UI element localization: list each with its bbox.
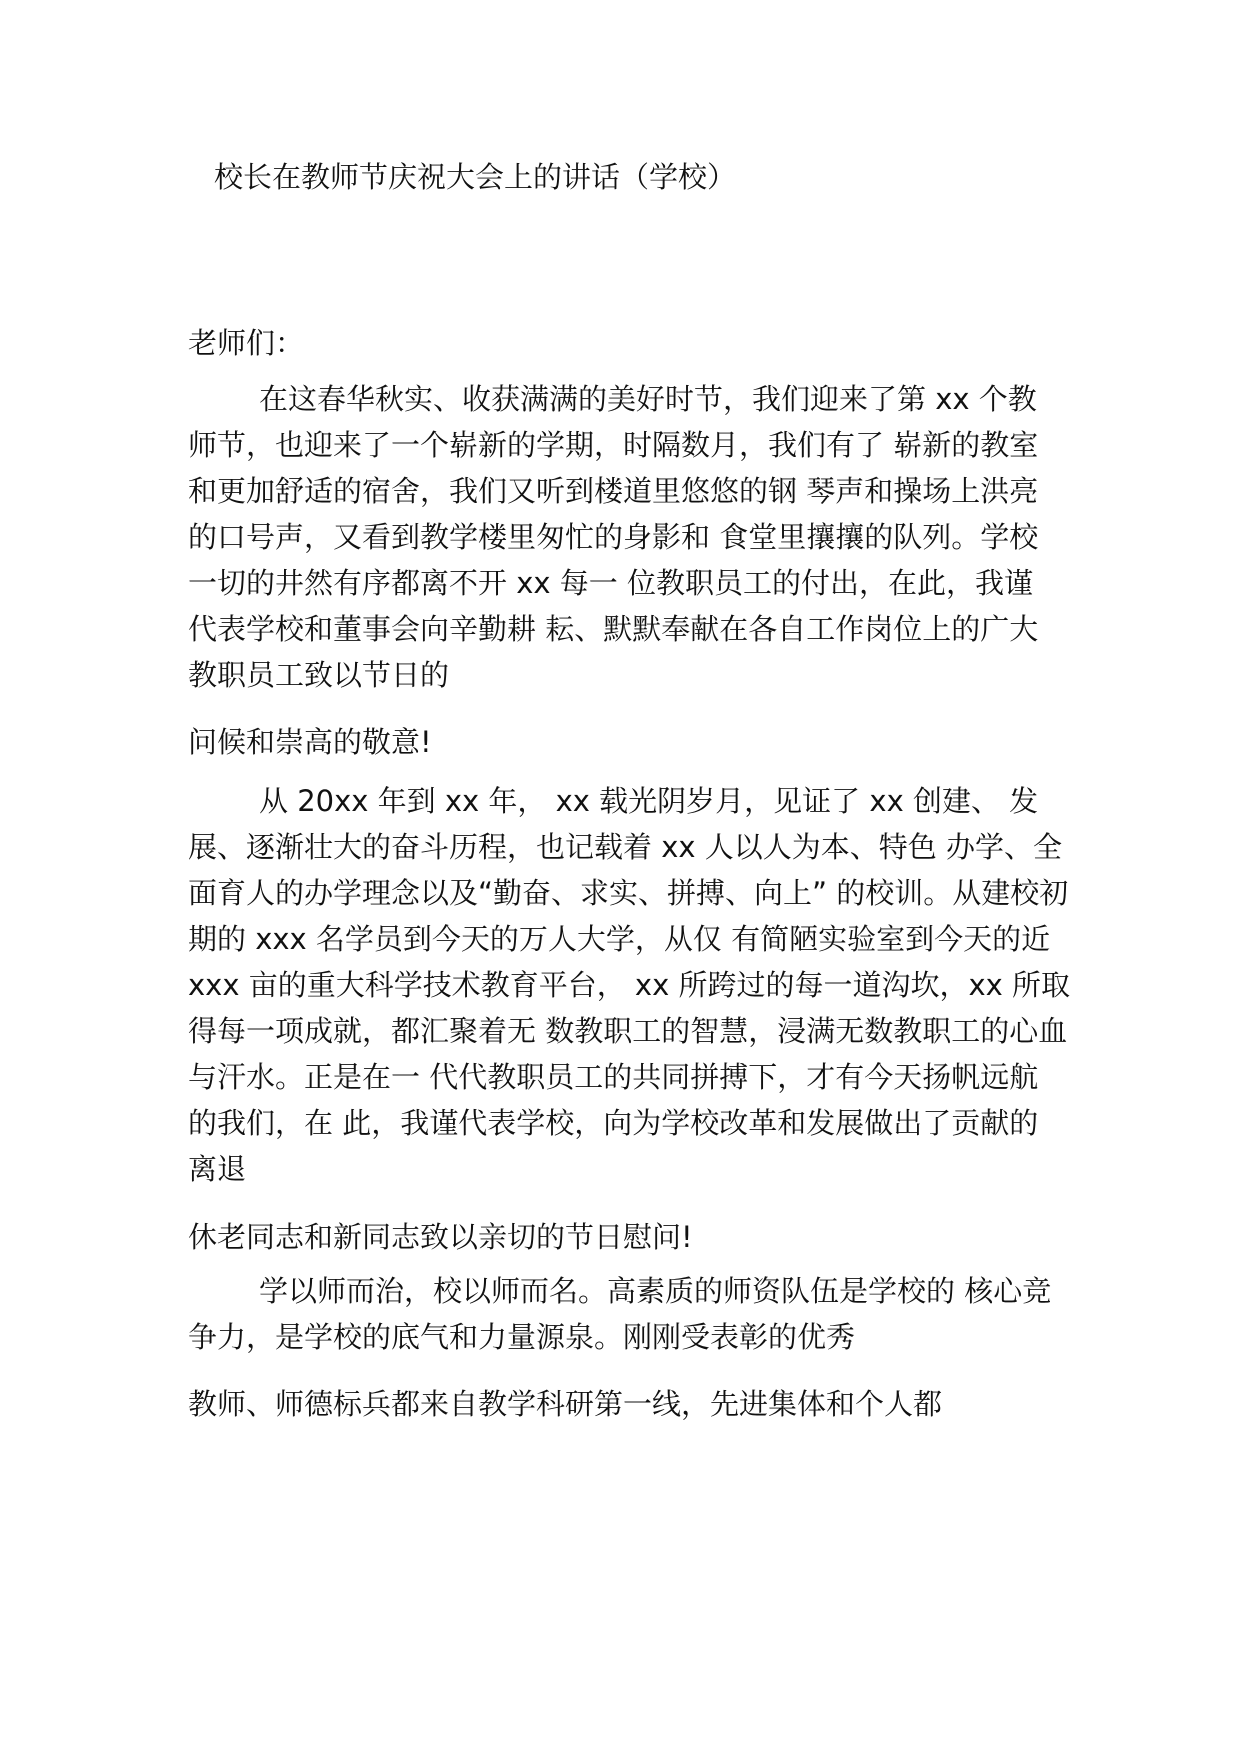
document-title: 校长在教师节庆祝大会上的讲话（学校） <box>214 160 737 194</box>
text-line: 代表学校和董事会向辛勤耕 耘、默默奉献在各自工作岗位上的广大 <box>188 612 1039 646</box>
salutation: 老师们： <box>188 326 305 360</box>
text-line: 离退 <box>188 1152 247 1186</box>
text-line: 从 20xx 年到 xx 年， xx 载光阴岁月，见证了 xx 创建、 发 <box>259 784 1039 818</box>
text-line: 休老同志和新同志致以亲切的节日慰问! <box>188 1220 693 1254</box>
text-line: 得每一项成就，都汇聚着无 数教职工的智慧，浸满无数教职工的心血 <box>188 1014 1068 1048</box>
text-line: 面育人的办学理念以及“勤奋、求实、拼搏、向上” 的校训。从建校初 <box>188 876 1069 910</box>
text-line: 的我们，在 此，我谨代表学校，向为学校改革和发展做出了贡献的 <box>188 1106 1039 1140</box>
text-line: 展、逐渐壮大的奋斗历程，也记载着 xx 人以人为本、特色 办学、全 <box>188 830 1062 864</box>
text-line: xxx 亩的重大科学技术教育平台， xx 所跨过的每一道沟坎，xx 所取 <box>188 968 1071 1002</box>
text-line: 与汗水。正是在一 代代教职员工的共同拼搏下，才有今天扬帆远航 <box>188 1060 1039 1094</box>
text-line: 教职员工致以节日的 <box>188 658 450 692</box>
text-line: 和更加舒适的宿舍，我们又听到楼道里悠悠的钢 琴声和操场上洪亮 <box>188 474 1039 508</box>
text-line: 期的 xxx 名学员到今天的万人大学，从仅 有简陋实验室到今天的近 <box>188 922 1051 956</box>
text-line: 学以师而治，校以师而名。高素质的师资队伍是学校的 核心竞 <box>259 1274 1052 1308</box>
text-line: 一切的井然有序都离不开 xx 每一 位教职员工的付出，在此，我谨 <box>188 566 1033 600</box>
text-line: 教师、师德标兵都来自教学科研第一线，先进集体和个人都 <box>188 1387 943 1421</box>
text-line: 师节，也迎来了一个崭新的学期，时隔数月，我们有了 崭新的教室 <box>188 428 1039 462</box>
text-line: 问候和崇高的敬意! <box>188 725 432 759</box>
text-line: 争力，是学校的底气和力量源泉。刚刚受表彰的优秀 <box>188 1320 856 1354</box>
text-line: 在这春华秋实、收获满满的美好时节，我们迎来了第 xx 个教 <box>259 382 1037 416</box>
text-line: 的口号声，又看到教学楼里匆忙的身影和 食堂里攘攘的队列。学校 <box>188 520 1039 554</box>
